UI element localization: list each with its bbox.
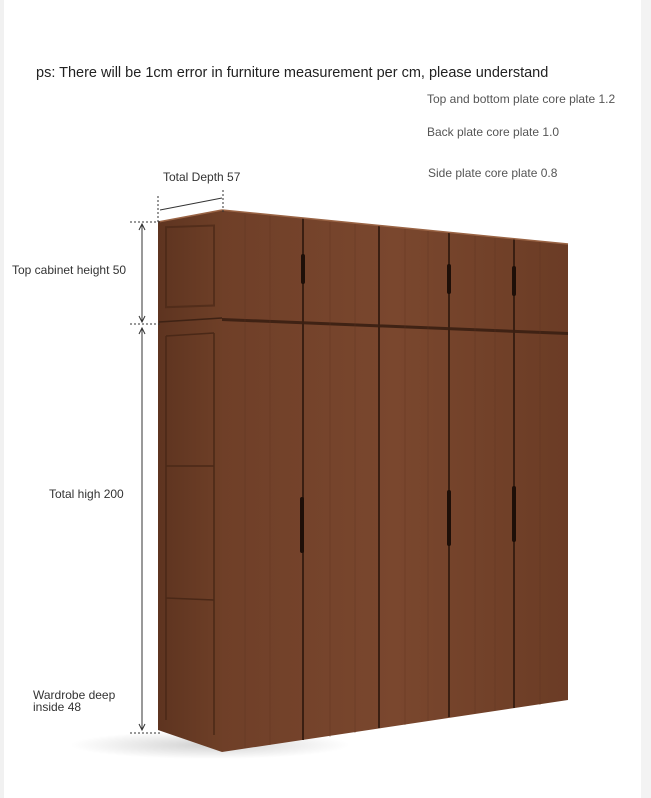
measurement-notice: ps: There will be 1cm error in furniture measurement per cm, please understand <box>36 65 549 81</box>
total-height-dimension-line <box>130 328 160 733</box>
spec-top-bottom-plate: Top and bottom plate core plate 1.2 <box>427 92 616 106</box>
wardrobe-deep-label <box>33 689 115 713</box>
top-cabinet-dimension-line <box>130 222 160 324</box>
spec-side-plate: Side plate core plate 0.8 <box>428 166 558 180</box>
wardrobe-side-panel <box>158 210 222 752</box>
spec-back-plate: Back plate core plate 1.0 <box>427 125 560 139</box>
wardrobe-deep-line2: inside 48 <box>33 700 82 714</box>
top-cabinet-height-label: Top cabinet height 50 <box>12 263 127 277</box>
wardrobe-deep-line1: Wardrobe deep <box>33 688 116 702</box>
total-high-label: Total high 200 <box>49 487 124 501</box>
total-depth-label: Total Depth 57 <box>163 170 241 184</box>
